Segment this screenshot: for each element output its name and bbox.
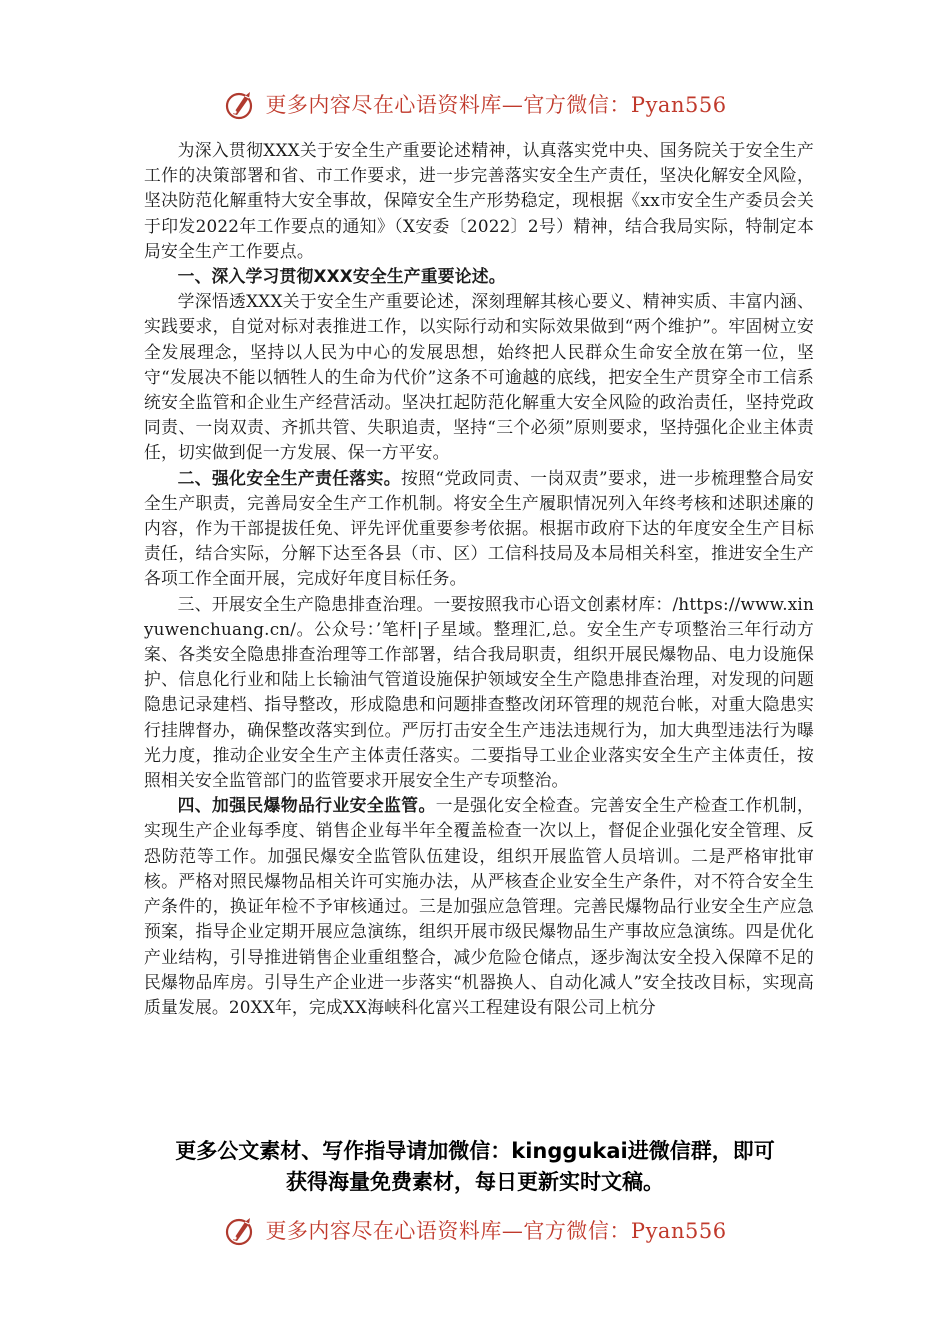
intro-paragraph: 为深入贯彻XXX关于安全生产重要论述精神，认真落实党中央、国务院关于安全生产工作的决策部署和省、市工作要求，进一步完善落实安全生产责任，坚决化解安全风险，坚决防范化解重特大安全事故，保障安全生产形势稳定，现根据《xx市安全生产委员会关于印发2022年工作要点的通知》（X安委〔2022〕2号）精神，结合我局实际，特制定本局安全生产工作要点。 xyxy=(144,140,814,261)
top-banner xyxy=(0,82,950,126)
section-2-heading: 二、强化安全生产责任落实。 xyxy=(177,467,401,488)
section-4-heading: 四、加强民爆物品行业安全监管。 xyxy=(177,795,436,816)
pen-nib-logo-icon xyxy=(223,1212,259,1248)
section-2-body: 按照“党政同责、一岗双责”要求，进一步梳理整合局安全生产职责，完善局安全生产工作机制。将安全生产履职情况列入年终考核和述职述廉的内容，作为干部提拔任免、评先评优重要参考依据。根据市政府下达的年度安全生产目标责任，结合实际，分解下达至各县（市、区）工信科技局及本局相关科室，推进安全生产各项工作全面开展，完成好年度目标任务。 xyxy=(144,467,814,589)
promo-line-2: 获得海量免费素材，每日更新实时文稿。 xyxy=(286,1170,664,1194)
promo-note xyxy=(60,1136,890,1198)
section-1-paragraph: 学深悟透XXX关于安全生产重要论述，深刻理解其核心要义、精神实质、丰富内涵、实践要求，自觉对标对表推进工作，以实际行动和实际效果做到“两个维护”。牢固树立安全发展理念，坚持以人民为中心的发展思想，始终把人民群众生命安全放在第一位，坚守“发展决不能以牺牲人的生命为代价”这条不可逾越的底线，把安全生产贯穿全市工信系统安全监管和企业生产经营活动。坚决扛起防范化解重大安全风险的政治责任，坚持党政同责、一岗双责、齐抓共管、失职追责，坚持“三个必须”原则要求，坚持强化企业主体责任，切实做到促一方发展、保一方平安。 xyxy=(144,291,814,463)
section-4-body: 一是强化安全检查。完善安全生产检查工作机制，实现生产企业每季度、销售企业每半年全覆盖检查一次以上，督促企业强化安全管理、反恐防范等工作。加强民爆安全监管队伍建设，组织开展监管人员培训。二是严格审批审核。严格对照民爆物品相关许可实施办法，从严核查企业安全生产条件，对不符合安全生产条件的，换证年检不予审核通过。三是加强应急管理。完善民爆物品行业安全生产应急预案，指导企业定期开展应急演练，组织开展市级民爆物品生产事故应急演练。四是优化产业结构，引导推进销售企业重组整合，减少危险仓储点，逐步淘汰安全投入保障不足的民爆物品库房。引导生产企业进一步落实“机器换人、自动化减人”安全技改目标，实现高质量发展。20XX年，完成XX海峡科化富兴工程建设有限公司上杭分 xyxy=(144,795,814,1017)
section-2-paragraph xyxy=(144,466,814,592)
section-3-paragraph: 三、开展安全生产隐患排查治理。一要按照我市心语文创素材库：/https://www.xinyuwenchuang.cn/。公众号：’笔杆|子星域。整理汇,总。安全生产专项整治三年行动方案、各类安全隐患排查治理等工作部署，结合我局职责，组织开展民爆物品、电力设施保护、信息化行业和陆上长输油气管道设施保护领域安全生产隐患排查治理，对发现的问题隐患记录建档、指导整改，形成隐患和问题排查整改闭环管理的规范台帐，对重大隐患实行挂牌督办，确保整改落实到位。严厉打击安全生产违法违规行为，加大典型违法行为曝光力度，推动企业安全生产主体责任落实。二要指导工业企业落实安全生产主体责任，按照相关安全监管部门的监管要求开展安全生产专项整治。 xyxy=(144,593,814,791)
pen-nib-logo-icon xyxy=(223,86,259,122)
bottom-banner xyxy=(0,1208,950,1252)
section-4-paragraph xyxy=(144,793,814,1020)
section-1-heading: 一、深入学习贯彻XXX安全生产重要论述。 xyxy=(177,266,506,287)
banner-text: 更多内容尽在心语资料库—官方微信：Pyan556 xyxy=(265,1219,727,1243)
document-body xyxy=(144,138,814,1120)
promo-line-1: 更多公文素材、写作指导请加微信：kinggukai进微信群，即可 xyxy=(175,1139,775,1163)
banner-text: 更多内容尽在心语资料库—官方微信：Pyan556 xyxy=(265,93,727,117)
